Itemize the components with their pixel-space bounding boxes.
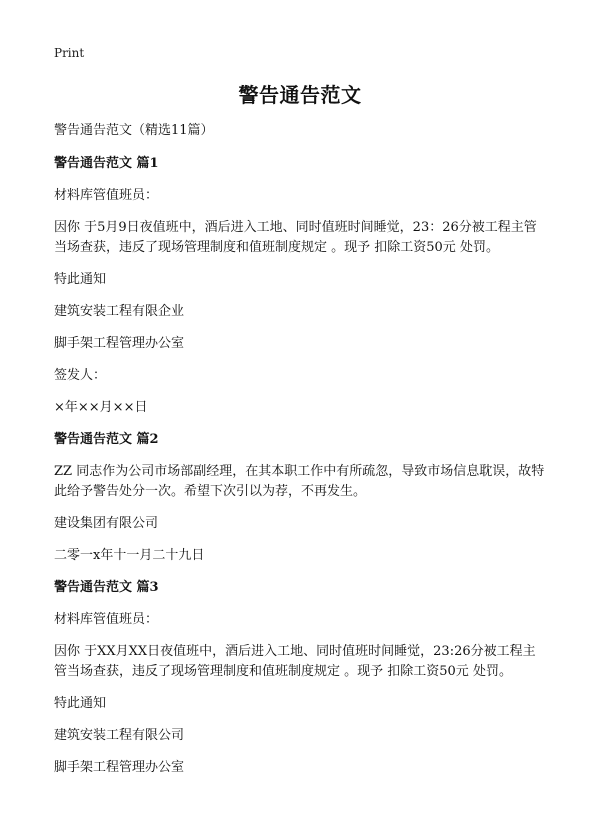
- document-body: [54, 121, 546, 778]
- paragraph: 建设集团有限公司: [54, 516, 159, 531]
- print-link[interactable]: Print: [54, 46, 85, 60]
- paragraph: 材料库管值班员：: [54, 612, 159, 627]
- paragraph: 建筑安装工程有限公司: [54, 728, 185, 743]
- paragraph: ZZ 同志作为公司市场部副经理，在其本职工作中有所疏忽，导致市场信息耽误，故特此给予警告处分一次。希望下次引以为荐，不再发生。: [54, 464, 545, 499]
- paragraph: ×年××月××日: [54, 400, 148, 415]
- paragraph: 建筑安装工程有限企业: [54, 304, 185, 319]
- paragraph: 因你 于XX月XX日夜值班中，酒后进入工地、同时值班时间睡觉，23:26分被工程主管当场查获，违反了现场管理制度和值班制度规定 。现予 扣除工资50元 处罚。: [54, 644, 536, 679]
- section-heading: 警告通告范文 篇2: [54, 432, 159, 447]
- paragraph: 脚手架工程管理办公室: [54, 760, 185, 775]
- section-heading: 警告通告范文 篇3: [54, 580, 159, 595]
- section-heading: 警告通告范文 篇1: [54, 156, 159, 171]
- paragraph: 二零一x年十一月二十九日: [54, 548, 205, 563]
- document-subtitle: 警告通告范文（精选11篇）: [54, 123, 214, 138]
- paragraph: 材料库管值班员：: [54, 188, 159, 203]
- page-title: 警告通告范文: [238, 83, 362, 107]
- paragraph: 特此通知: [54, 696, 107, 711]
- paragraph: 特此通知: [54, 272, 107, 287]
- paragraph: 因你 于5月9日夜值班中，酒后进入工地、同时值班时间睡觉，23：26分被工程主管当场查获，违反了现场管理制度和值班制度规定 。现予 扣除工资50元 处罚。: [54, 220, 537, 255]
- paragraph: 签发人：: [54, 368, 107, 383]
- paragraph: 脚手架工程管理办公室: [54, 336, 185, 351]
